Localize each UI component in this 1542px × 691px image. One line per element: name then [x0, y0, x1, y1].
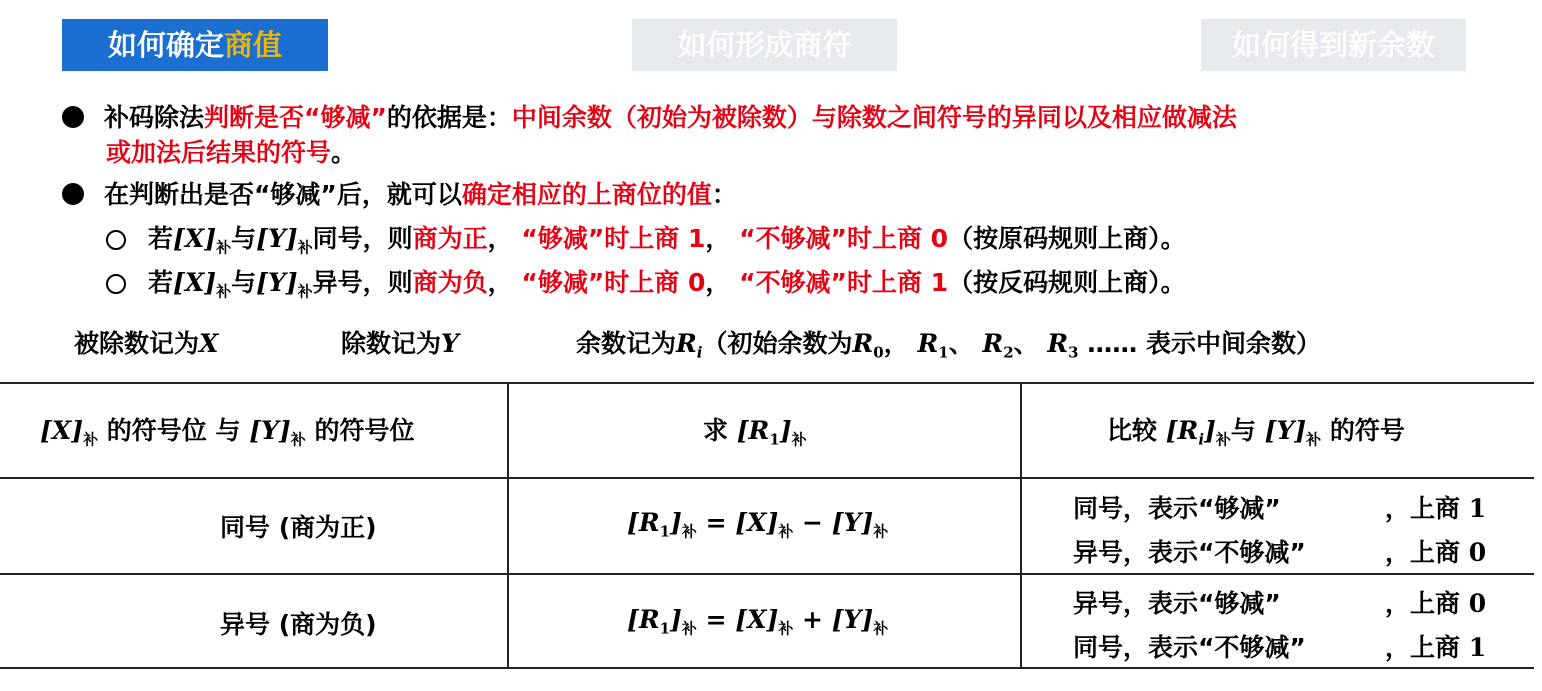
text: 同号，则: [312, 224, 413, 253]
text: 异号，表示“够减”: [1073, 589, 1281, 618]
text: ，: [487, 224, 513, 253]
table-row-1-formula: [627, 508, 888, 541]
text: 除数记为: [341, 329, 442, 358]
text: 同号，表示“不够减”: [1073, 633, 1306, 662]
subscript: 补: [873, 522, 889, 541]
text: 与: [231, 224, 257, 253]
math-y: [Y]: [256, 224, 298, 253]
text: ，: [487, 268, 513, 297]
table-header-compare: [1107, 411, 1405, 449]
table-row-1-result-2: [1073, 533, 1306, 569]
text-highlight: “不够减”时上商 0: [739, 224, 949, 253]
subscript: 补: [83, 430, 99, 449]
table-top-border: [0, 382, 1534, 384]
subscript: 补: [216, 282, 232, 301]
text: （按反码规则上商）。: [948, 268, 1186, 297]
text: ：: [711, 180, 737, 209]
text: …… 表示中间余数）: [1078, 329, 1322, 358]
table-row-1-result-2-value: [1385, 533, 1486, 569]
table-row-1-result-1: [1073, 489, 1281, 525]
text-highlight: 商为负: [412, 268, 488, 297]
math-x: [X]: [173, 224, 217, 253]
subscript: 1: [769, 430, 780, 449]
bullet-dot-icon: [62, 183, 84, 205]
math-r: R: [676, 329, 697, 358]
math-r: R: [852, 329, 874, 358]
subscript: 1: [659, 522, 671, 541]
subscript: 补: [297, 282, 313, 301]
text: 。: [331, 138, 357, 167]
text: 的符号位: [305, 416, 415, 445]
text-highlight: 确定相应的上商位的值: [461, 180, 712, 209]
subscript: 补: [778, 522, 794, 541]
text: 余数记为: [576, 329, 677, 358]
text: ，: [705, 268, 731, 297]
tab-form-quotient-sign[interactable]: [632, 19, 897, 71]
table-row-1-result-1-value: [1385, 489, 1486, 525]
bullet-ring-icon: [106, 274, 126, 294]
text-highlight: 中间余数（初始为被除数）与除数之间符号的异同以及相应做减法: [511, 103, 1237, 132]
table-row-2-result-2-value: [1385, 628, 1486, 664]
math-x: [X]: [40, 416, 84, 445]
subscript: 补: [216, 238, 232, 257]
tab-new-remainder[interactable]: [1201, 19, 1466, 71]
text: 比较: [1107, 416, 1166, 445]
text-highlight: “够减”时上商 0: [521, 268, 706, 297]
subscript: 补: [290, 430, 306, 449]
sub-bullet-2: [106, 266, 1186, 308]
math-y: [Y]: [831, 605, 874, 634]
value: 1: [1468, 633, 1487, 662]
text: ，上商: [1385, 633, 1461, 662]
table-row-2-case: [220, 605, 377, 641]
table-header-sign-bits: [40, 411, 414, 449]
text: 同号，表示“够减”: [1073, 494, 1281, 523]
math-bracket: ]: [1204, 416, 1216, 445]
math-op: −: [793, 508, 832, 537]
subscript: 补: [681, 522, 697, 541]
text: 与: [231, 268, 257, 297]
text: ，上商: [1385, 589, 1461, 618]
tab-label: 如何形成商符: [677, 28, 852, 62]
table-row-border: [0, 573, 1534, 575]
math-x: [X]: [735, 508, 779, 537]
math-y: Y: [441, 329, 459, 358]
bullet-1: [62, 101, 1237, 134]
def-dividend: [74, 326, 218, 362]
math-r: [R: [1165, 416, 1199, 445]
math-bracket: ]: [670, 605, 682, 634]
subscript: 1: [938, 343, 949, 362]
text: ，上商: [1385, 538, 1461, 567]
tab-label: 如何确定: [107, 28, 224, 62]
text: 异号 (商为负): [220, 610, 377, 639]
tab-determine-quotient[interactable]: [62, 19, 328, 71]
table-row-2-formula: [627, 605, 888, 638]
math-bracket: ]: [779, 416, 792, 445]
math-r: R: [1047, 329, 1069, 358]
math-r: R: [917, 329, 939, 358]
math-r: [R: [627, 508, 660, 537]
text: ，: [705, 224, 731, 253]
table-col-divider: [507, 382, 509, 669]
text: 的符号: [1321, 416, 1405, 445]
subscript: 1: [659, 619, 671, 638]
value: 1: [1468, 494, 1487, 523]
text: 异号，表示“不够减”: [1073, 538, 1306, 567]
text: 求: [703, 416, 737, 445]
table-col-divider: [1020, 382, 1022, 669]
math-bracket: ]: [670, 508, 682, 537]
math-y: [Y]: [1264, 416, 1307, 445]
bullet-1-cont: [106, 136, 356, 169]
math-r: R: [982, 329, 1004, 358]
subscript: 补: [873, 619, 889, 638]
text: ，: [883, 329, 909, 358]
def-divisor: [341, 326, 459, 362]
subscript: i: [1198, 430, 1205, 449]
subscript: 补: [791, 430, 807, 449]
text-highlight: 判断是否“够减”: [204, 103, 387, 132]
text: 、: [948, 329, 974, 358]
text: 的符号位 与: [98, 416, 250, 445]
subscript: 补: [681, 619, 697, 638]
value: 0: [1468, 538, 1487, 567]
math-y: [Y]: [831, 508, 874, 537]
subscript: 0: [873, 343, 884, 362]
text: 、: [1013, 329, 1039, 358]
text: 在判断出是否“够减”后，就可以: [104, 180, 462, 209]
table-bottom-border: [0, 667, 1534, 669]
math-y: [Y]: [256, 268, 298, 297]
subscript: 补: [778, 619, 794, 638]
math-op: +: [793, 605, 832, 634]
text-highlight: “够减”时上商 1: [521, 224, 706, 253]
subscript: i: [696, 343, 703, 362]
math-op: =: [696, 605, 736, 634]
bullet-dot-icon: [62, 106, 84, 128]
text: （按原码规则上商）。: [948, 224, 1186, 253]
text: 补码除法: [104, 103, 205, 132]
text: 若: [148, 224, 174, 253]
math-y: [Y]: [249, 416, 291, 445]
bullet-ring-icon: [106, 230, 126, 250]
subscript: 补: [297, 238, 313, 257]
text: 被除数记为: [74, 329, 200, 358]
table-row-1-case: [220, 508, 377, 544]
text: 的依据是：: [386, 103, 512, 132]
subscript: 3: [1068, 343, 1079, 362]
text: 若: [148, 268, 174, 297]
text-highlight: “不够减”时上商 1: [739, 268, 949, 297]
sub-bullet-1: [106, 222, 1186, 264]
table-header-border: [0, 477, 1534, 479]
table-header-compute-r1: [703, 411, 807, 449]
table-row-2-result-2: [1073, 628, 1306, 664]
text: 与: [1230, 416, 1265, 445]
text-highlight: 商为正: [412, 224, 488, 253]
table-row-2-result-1: [1073, 584, 1281, 620]
math-r: [R: [627, 605, 660, 634]
text-highlight: 或加法后结果的符号: [106, 138, 332, 167]
text: 异号，则: [312, 268, 413, 297]
value: 0: [1468, 589, 1487, 618]
subscript: 补: [1306, 430, 1322, 449]
tab-label: 如何得到新余数: [1231, 28, 1435, 62]
table-row-2-result-1-value: [1385, 584, 1486, 620]
def-remainder: [576, 326, 1321, 370]
text: 同号 (商为正): [220, 513, 377, 542]
tab-label-highlight: 商值: [224, 28, 283, 62]
text: （初始余数为: [702, 329, 853, 358]
math-r: [R: [736, 416, 770, 445]
bullet-2: [62, 178, 737, 211]
math-x: [X]: [735, 605, 779, 634]
math-op: =: [696, 508, 736, 537]
math-x: X: [199, 329, 219, 358]
subscript: 补: [1215, 430, 1231, 449]
text: ，上商: [1385, 494, 1461, 523]
subscript: 2: [1003, 343, 1014, 362]
math-x: [X]: [173, 268, 217, 297]
